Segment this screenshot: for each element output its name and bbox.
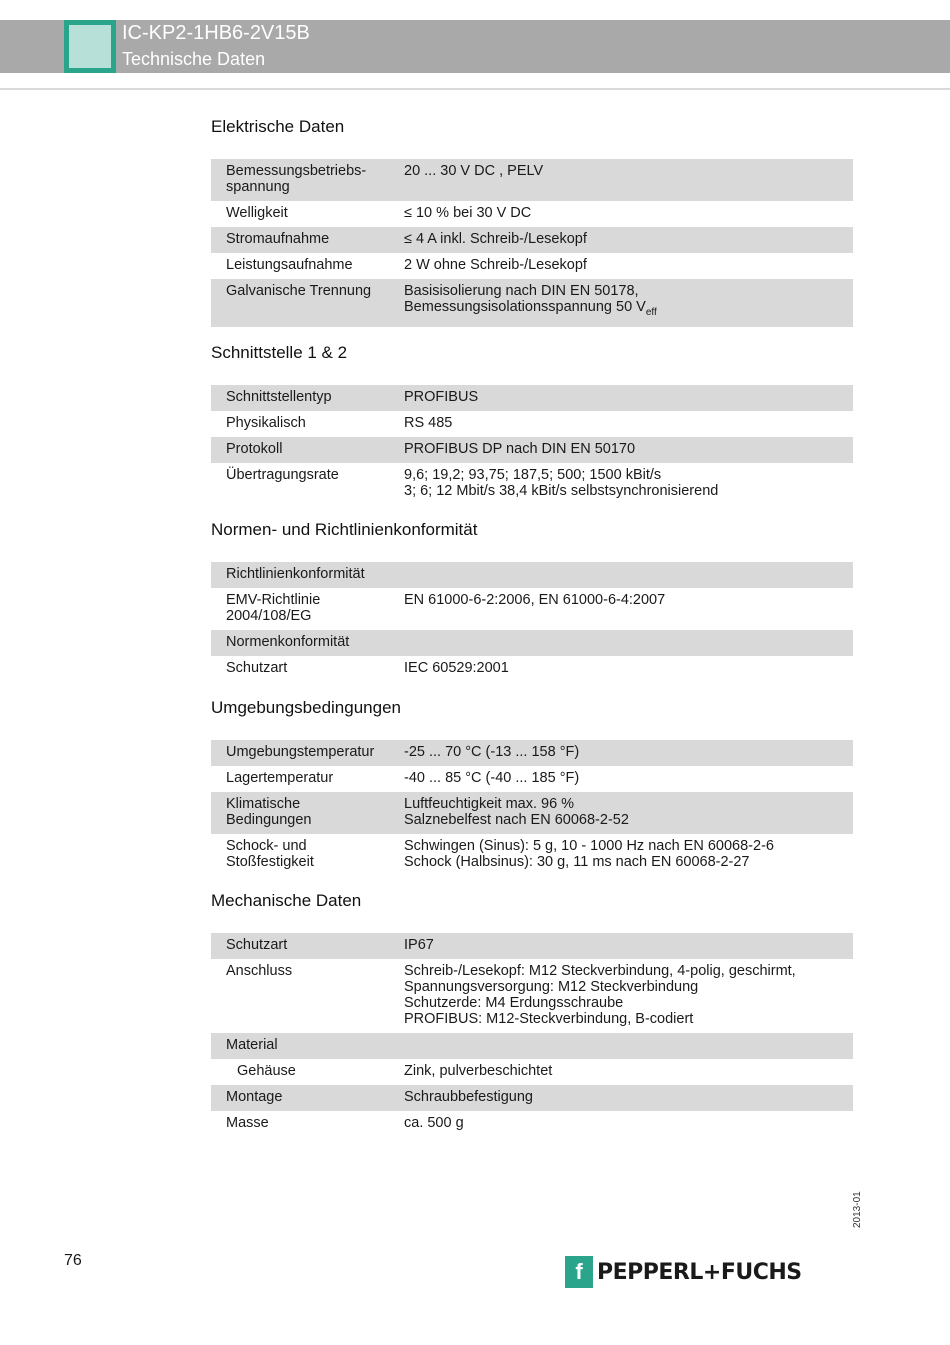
spec-section (211, 698, 853, 876)
spec-value: Schraubbefestigung (404, 1089, 533, 1105)
table-row (211, 159, 853, 201)
table-row (211, 437, 853, 463)
brand-name: PEPPERL+FUCHS (597, 1259, 802, 1285)
table-row (211, 933, 853, 959)
section-title: Mechanische Daten (211, 891, 362, 910)
page-subtitle: Technische Daten (122, 49, 266, 69)
spec-value: IEC 60529:2001 (404, 660, 509, 676)
table-row (211, 253, 853, 279)
table-row (211, 766, 853, 792)
spec-label: Bemessungsbetriebs- spannung (226, 163, 367, 195)
section-title: Umgebungsbedingungen (211, 698, 401, 717)
spec-value: 2 W ohne Schreib-/Lesekopf (404, 257, 587, 273)
table-row (211, 959, 853, 1033)
spec-label: Schutzart (226, 937, 288, 953)
spec-label: EMV-Richtlinie 2004/108/EG (226, 592, 321, 624)
table-row (211, 1033, 853, 1059)
table-row (211, 411, 853, 437)
spec-section (211, 343, 853, 505)
table-row (211, 1111, 853, 1137)
spec-table (211, 159, 853, 327)
table-row (211, 740, 853, 766)
spec-value: PROFIBUS DP nach DIN EN 50170 (404, 441, 636, 457)
table-row (211, 385, 853, 411)
spec-label: Schnittstellentyp (226, 389, 332, 405)
spec-label: Stromaufnahme (226, 231, 330, 247)
spec-label: Schock- und Stoßfestigkeit (226, 838, 314, 870)
table-row (211, 279, 853, 327)
spec-value: Luftfeuchtigkeit max. 96 % Salznebelfest nach EN 60068-2-52 (404, 796, 629, 828)
section-title: Elektrische Daten (211, 117, 345, 136)
spec-label: Physikalisch (226, 415, 306, 431)
spec-value: Schwingen (Sinus): 5 g, 10 - 1000 Hz nach EN 60068-2-6 Schock (Halbsinus): 30 g, 11 ms nach EN 60068-2-27 (404, 838, 774, 870)
spec-label: Übertragungsrate (226, 467, 339, 483)
spec-label: Gehäuse (237, 1063, 296, 1079)
section-title: Normen- und Richtlinienkonformität (211, 520, 478, 539)
spec-label: Montage (226, 1089, 283, 1105)
spec-table (211, 740, 853, 876)
spec-value: ≤ 10 % bei 30 V DC (404, 205, 532, 221)
spec-value: ca. 500 g (404, 1115, 464, 1131)
spec-value: Zink, pulverbeschichtet (404, 1063, 553, 1079)
brand-mark-icon: f (565, 1256, 593, 1288)
spec-table (211, 385, 853, 505)
spec-value: 9,6; 19,2; 93,75; 187,5; 500; 1500 kBit/s 3; 6; 12 Mbit/s 38,4 kBit/s selbstsynchronisierend (404, 467, 719, 499)
spec-value: IP67 (404, 937, 434, 953)
table-row (211, 227, 853, 253)
top-margin (0, 0, 950, 20)
table-row (211, 201, 853, 227)
section-title: Schnittstelle 1 & 2 (211, 343, 348, 362)
spec-label: Schutzart (226, 660, 288, 676)
spec-label: Normenkonformität (226, 634, 350, 650)
spec-table (211, 562, 853, 682)
spec-value (404, 634, 853, 650)
spec-value: RS 485 (404, 415, 453, 431)
spec-label: Klimatische Bedingungen (226, 796, 312, 828)
edition-date: 2013-01 (852, 1191, 863, 1228)
table-row (211, 656, 853, 682)
page-header (0, 20, 950, 73)
spec-value: PROFIBUS (404, 389, 479, 405)
spec-label: Protokoll (226, 441, 283, 457)
spec-label: Lagertemperatur (226, 770, 334, 786)
spec-section (211, 117, 853, 327)
spec-value (404, 1037, 853, 1053)
spec-value: Basisisolierung nach DIN EN 50178, Bemessungsisolationsspannung 50 $V_{eff}$ (404, 283, 657, 318)
spec-label: Galvanische Trennung (226, 283, 372, 299)
table-row (211, 1059, 853, 1085)
spec-table (211, 933, 853, 1137)
spec-label: Richtlinienkonformität (226, 566, 365, 582)
table-row (211, 834, 853, 876)
spec-value: -25 ... 70 °C (-13 ... 158 °F) (404, 744, 580, 760)
spec-value: 20 ... 30 V DC , PELV (404, 163, 544, 179)
table-row (211, 792, 853, 834)
table-row (211, 588, 853, 630)
brand-logo (565, 1255, 802, 1289)
spec-label: Masse (226, 1115, 269, 1131)
spec-label: Anschluss (226, 963, 293, 979)
header-divider (0, 88, 950, 90)
product-title: IC-KP2-1HB6-2V15B (122, 22, 310, 44)
spec-section (211, 891, 853, 1137)
page-number: 76 (64, 1252, 82, 1269)
spec-label: Umgebungstemperatur (226, 744, 375, 760)
table-row (211, 562, 853, 588)
table-row (211, 1085, 853, 1111)
spec-value: EN 61000-6-2:2006, EN 61000-6-4:2007 (404, 592, 666, 608)
table-row (211, 463, 853, 505)
spec-value (404, 566, 853, 582)
spec-label: Leistungsaufnahme (226, 257, 353, 273)
spec-value: ≤ 4 A inkl. Schreib-/Lesekopf (404, 231, 587, 247)
table-row (211, 630, 853, 656)
spec-value: Schreib-/Lesekopf: M12 Steckverbindung, 4-polig, geschirmt, Spannungsversorgung: M12 Steckverbindung Schutzerde: M4 Erdungsschraube PROFIBUS: M12-Steckverbindung, B-codiert (404, 963, 796, 1027)
spec-value: -40 ... 85 °C (-40 ... 185 °F) (404, 770, 580, 786)
spec-label: Material (226, 1037, 278, 1053)
spec-section (211, 520, 853, 682)
spec-label: Welligkeit (226, 205, 288, 221)
header-logo-square (64, 20, 116, 73)
